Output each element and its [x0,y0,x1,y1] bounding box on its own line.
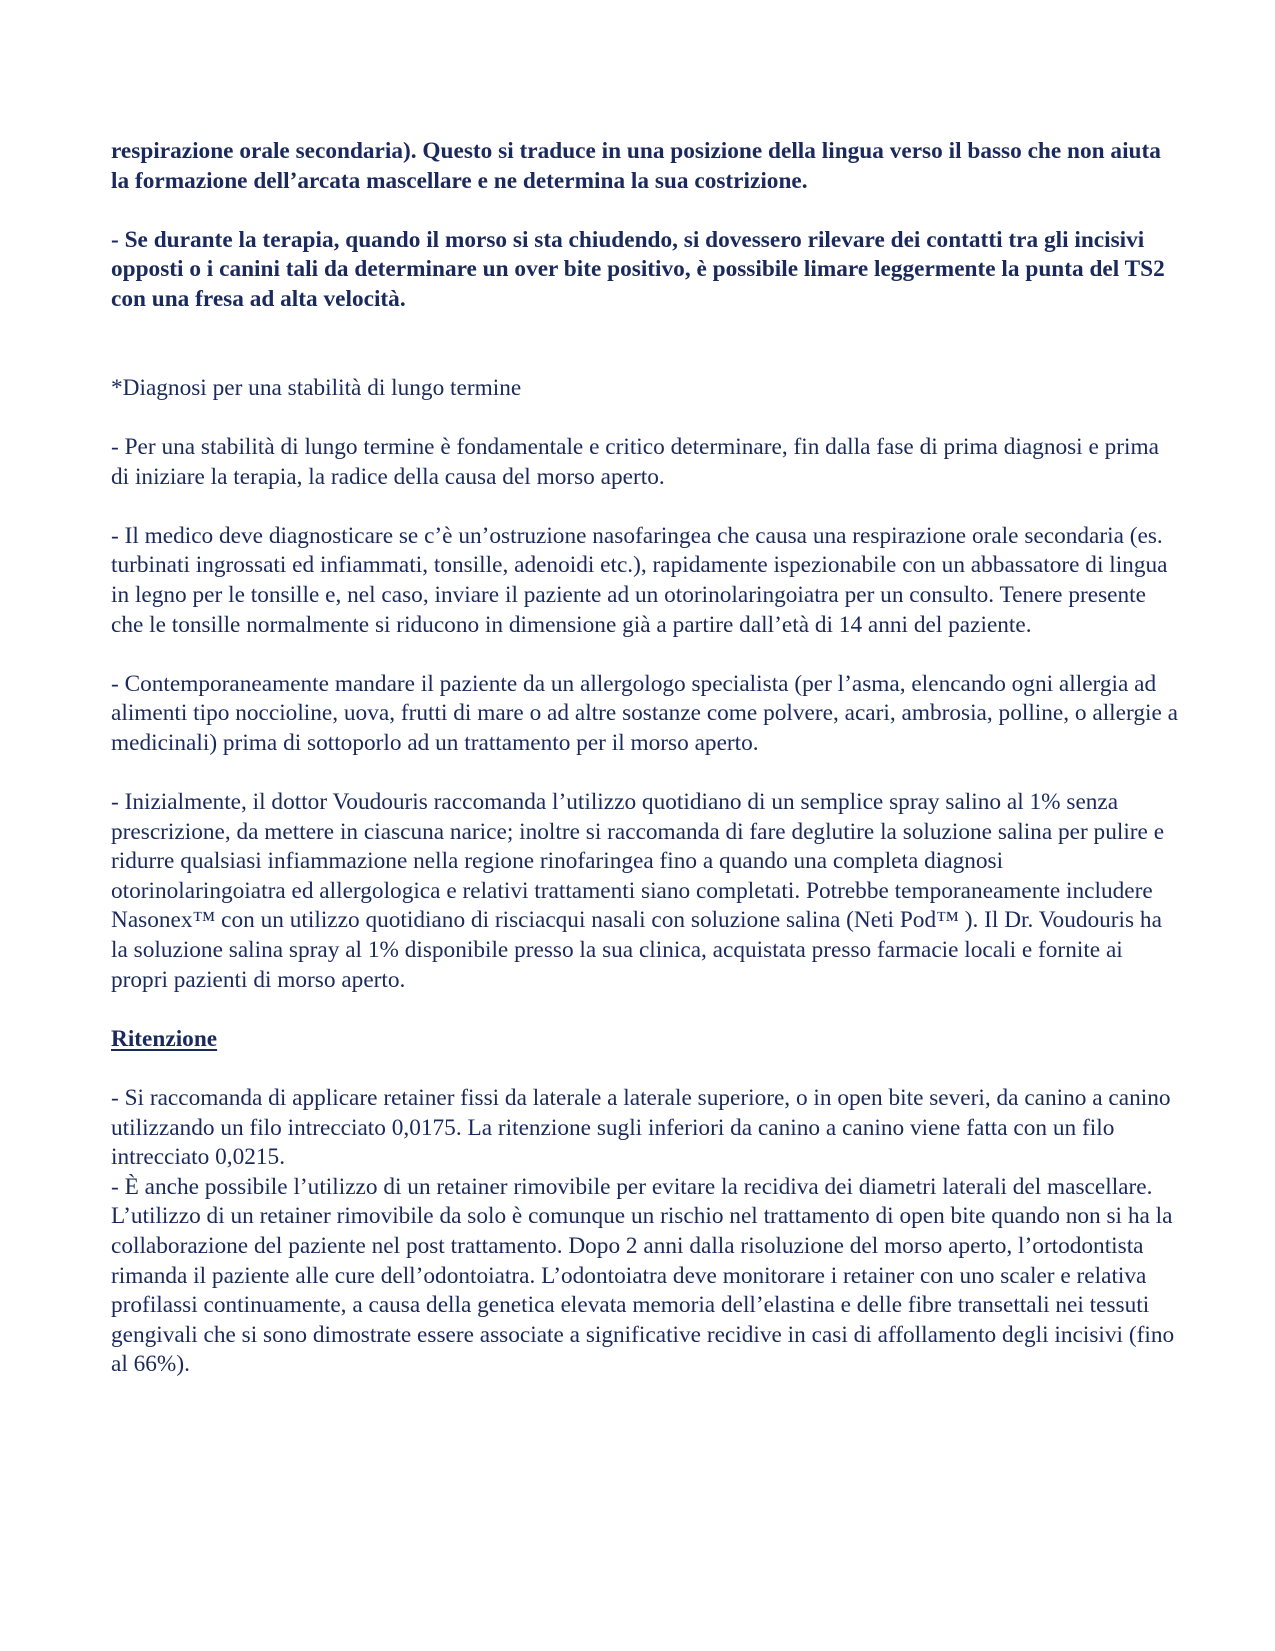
diagnosis-paragraph-stabilita: - Per una stabilità di lungo termine è fondamentale e critico determinare, fin dalla fase di prima diagnosi e prima di iniziare la terapia, la radice della causa del morso aperto. [111,433,1159,490]
paragraph-spacer [111,758,1181,788]
paragraph-spacer [111,403,1181,433]
diagnosis-paragraph-spray: - Inizialmente, il dottor Voudouris raccomanda l’utilizzo quotidiano di un semplice spray salino al 1% senza prescrizione, da mettere in ciascuna narice; inoltre si raccomanda di fare deglutire la soluzione salina per pulire e ridurre qualsiasi infiammazione nella regione rinofaringea fino a quando una completa diagnosi otorinolaringoiatra ed allergologica e relativi trattamenti siano completati. Potrebbe temporaneamente includere Nasonex™ con un utilizzo quotidiano di risciacqui nasali con soluzione salina (Neti Pod™ ). Il Dr. Voudouris ha la soluzione salina spray al 1% disponibile presso la sua clinica, acquistata presso farmacie locali e fornite ai propri pazienti di morso aperto. [111,789,1165,993]
paragraph-spacer [111,196,1181,226]
paragraph-spacer [111,640,1181,670]
diagnosis-paragraph-allergologo: - Contemporaneamente mandare il paziente da un allergologo specialista (per l’asma, elencando ogni allergia ad alimenti tipo noccioline, uova, frutti di mare o ad altre sostanze come polvere, acari, ambrosia, polline, o allergie a medicinali) prima di sottoporlo ad un trattamento per il morso aperto. [111,670,1178,756]
bold-paragraph-terapia: - Se durante la terapia, quando il morso si sta chiudendo, si dovessero rilevare dei contatti tra gli incisivi opposti o i canini tali da determinare un over bite positivo, è possibile limare leggermente la punta del TS2 con una fresa ad alta velocità. [111,226,1165,312]
paragraph-spacer [111,995,1181,1025]
retention-heading: Ritenzione [111,1025,218,1052]
diagnosis-title: *Diagnosi per una stabilità di lungo termine [111,374,522,401]
paragraph-spacer [111,492,1181,522]
document-body [111,137,1181,1380]
diagnosis-paragraph-ostruzione: - Il medico deve diagnosticare se c’è un’ostruzione nasofaringea che causa una respirazione orale secondaria (es. turbinati ingrossati ed infiammati, tonsille, adenoidi etc.), rapidamente ispezionabile con un abbassatore di lingua in legno per le tonsille e, nel caso, inviare il paziente ad un otorinolaringoiatra per un consulto. Tenere presente che le tonsille normalmente si riducono in dimensione già a partire dall’età di 14 anni del paziente. [111,522,1168,638]
paragraph-spacer [111,1054,1181,1084]
section-spacer [111,315,1181,374]
bold-paragraph-respirazione: respirazione orale secondaria). Questo si traduce in una posizione della lingua verso il basso che non aiuta la formazione dell’arcata mascellare e ne determina la sua costrizione. [111,138,1161,194]
retention-paragraph-rimovibile: - È anche possibile l’utilizzo di un retainer rimovibile per evitare la recidiva dei diametri laterali del mascellare. L’utilizzo di un retainer rimovibile da solo è comunque un rischio nel trattamento di open bite quando non si ha la collaborazione del paziente nel post trattamento. Dopo 2 anni dalla risoluzione del morso aperto, l’ortodontista rimanda il paziente alle cure dell’odontoiatra. L’odontoiatra deve monitorare i retainer con uno scaler e relativa profilassi continuamente, a causa della genetica elevata memoria dell’elastina e delle fibre transettali nei tessuti gengivali che si sono dimostrate essere associate a significative recidive in casi di affollamento degli incisivi (fino al 66%). [111,1173,1175,1378]
retention-paragraph-fissi: - Si raccomanda di applicare retainer fissi da laterale a laterale superiore, o in open bite severi, da canino a canino utilizzando un filo intrecciato 0,0175. La ritenzione sugli inferiori da canino a canino viene fatta con un filo intrecciato 0,0215. [111,1085,1171,1171]
